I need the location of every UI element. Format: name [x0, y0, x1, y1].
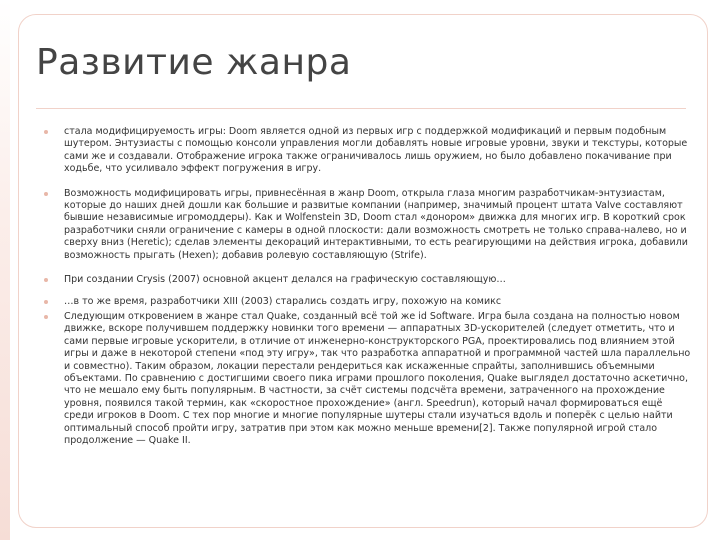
bullet-text: стала модифицируемость игры: Doom является одной из первых игр с поддержкой модификаций и первым подобным шутером. Энтузиасты с помощью консоли управления могли добавлять новые игровые уровни, звуки и текстуры, которые сами же и создавали. Отображение игрока также ограничивалось лишь оружием, но было добавлено покачивание при ходьбе, что усиливало эффект погружения в игру.	[64, 126, 688, 175]
decorative-side-band	[0, 0, 10, 540]
bullet-marker-icon	[44, 300, 48, 304]
bullet-item	[36, 188, 692, 262]
bullet-item	[36, 311, 692, 447]
bullet-item	[36, 296, 692, 308]
title-divider	[36, 108, 686, 109]
bullet-item	[36, 274, 692, 286]
bullet-text: При создании Crysis (2007) основной акцент делался на графическую составляющую…	[64, 274, 506, 286]
slide-title: Развитие жанра	[36, 42, 352, 83]
bullet-text: Следующим откровением в жанре стал Quake, созданный всё той же id Software. Игра была создана на полностью новом движке, вскоре получившем поддержку новинки того времени — аппаратных 3D-ускорителей (следует отметить, что и сами первые игровые ускорители, в отличие от инженерно-конструкторского PGA, проектировались под влиянием этой игры и даже в некоторой степени «под эту игру», так что разработка аппаратной и программной частей шла параллельно и совместно). Таким образом, локации перестали рендериться как искаженные спрайты, заполнившись объемными объектами. По сравнению с достигшими своего пика играми прошлого поколения, Quake выглядел достаточно аскетично, что не мешало ему быть популярным. В частности, за счёт системы подсчёта времени, затраченного на прохождение уровня, появился такой термин, как «скоростное прохождение» (англ. Speedrun), который начал формироваться ещё среди игроков в Doom. С тех пор многие и многие популярные шутеры стали изучаться вдоль и поперёк с целью найти оптимальный способ пройти игру, затратив при этом как можно меньше времени[2]. Также популярной игрой стало продолжение — Quake II.	[64, 310, 691, 446]
bullet-item	[36, 126, 692, 176]
bullet-marker-icon	[44, 278, 48, 282]
bullet-marker-icon	[44, 315, 48, 319]
bullet-text: Возможность модифицировать игры, привнесённая в жанр Doom, открыла глаза многим разработчикам-энтузиастам, которые до наших дней дошли как большие и развитые компании (например, значимый процент штата Valve составляют бывшие независимые игромоддеры). Как и Wolfenstein 3D, Doom стал «донором» движка для многих игр. В короткий срок разработчики сняли ограничение с камеры в одной плоскости: дали возможность смотреть не только справа-налево, но и сверху вниз (Heretic); сделав элементы декораций интерактивными, то есть реагирующими на действия игрока, добавили возможность прыгать (Hexen); добавив ролевую составляющую (Strife).	[64, 187, 688, 261]
bullet-marker-icon	[44, 130, 48, 134]
bullet-text: …в то же время, разработчики XIII (2003) старались создать игру, похожую на комикс	[64, 296, 502, 308]
bullet-marker-icon	[44, 192, 48, 196]
bullet-list	[36, 126, 692, 447]
